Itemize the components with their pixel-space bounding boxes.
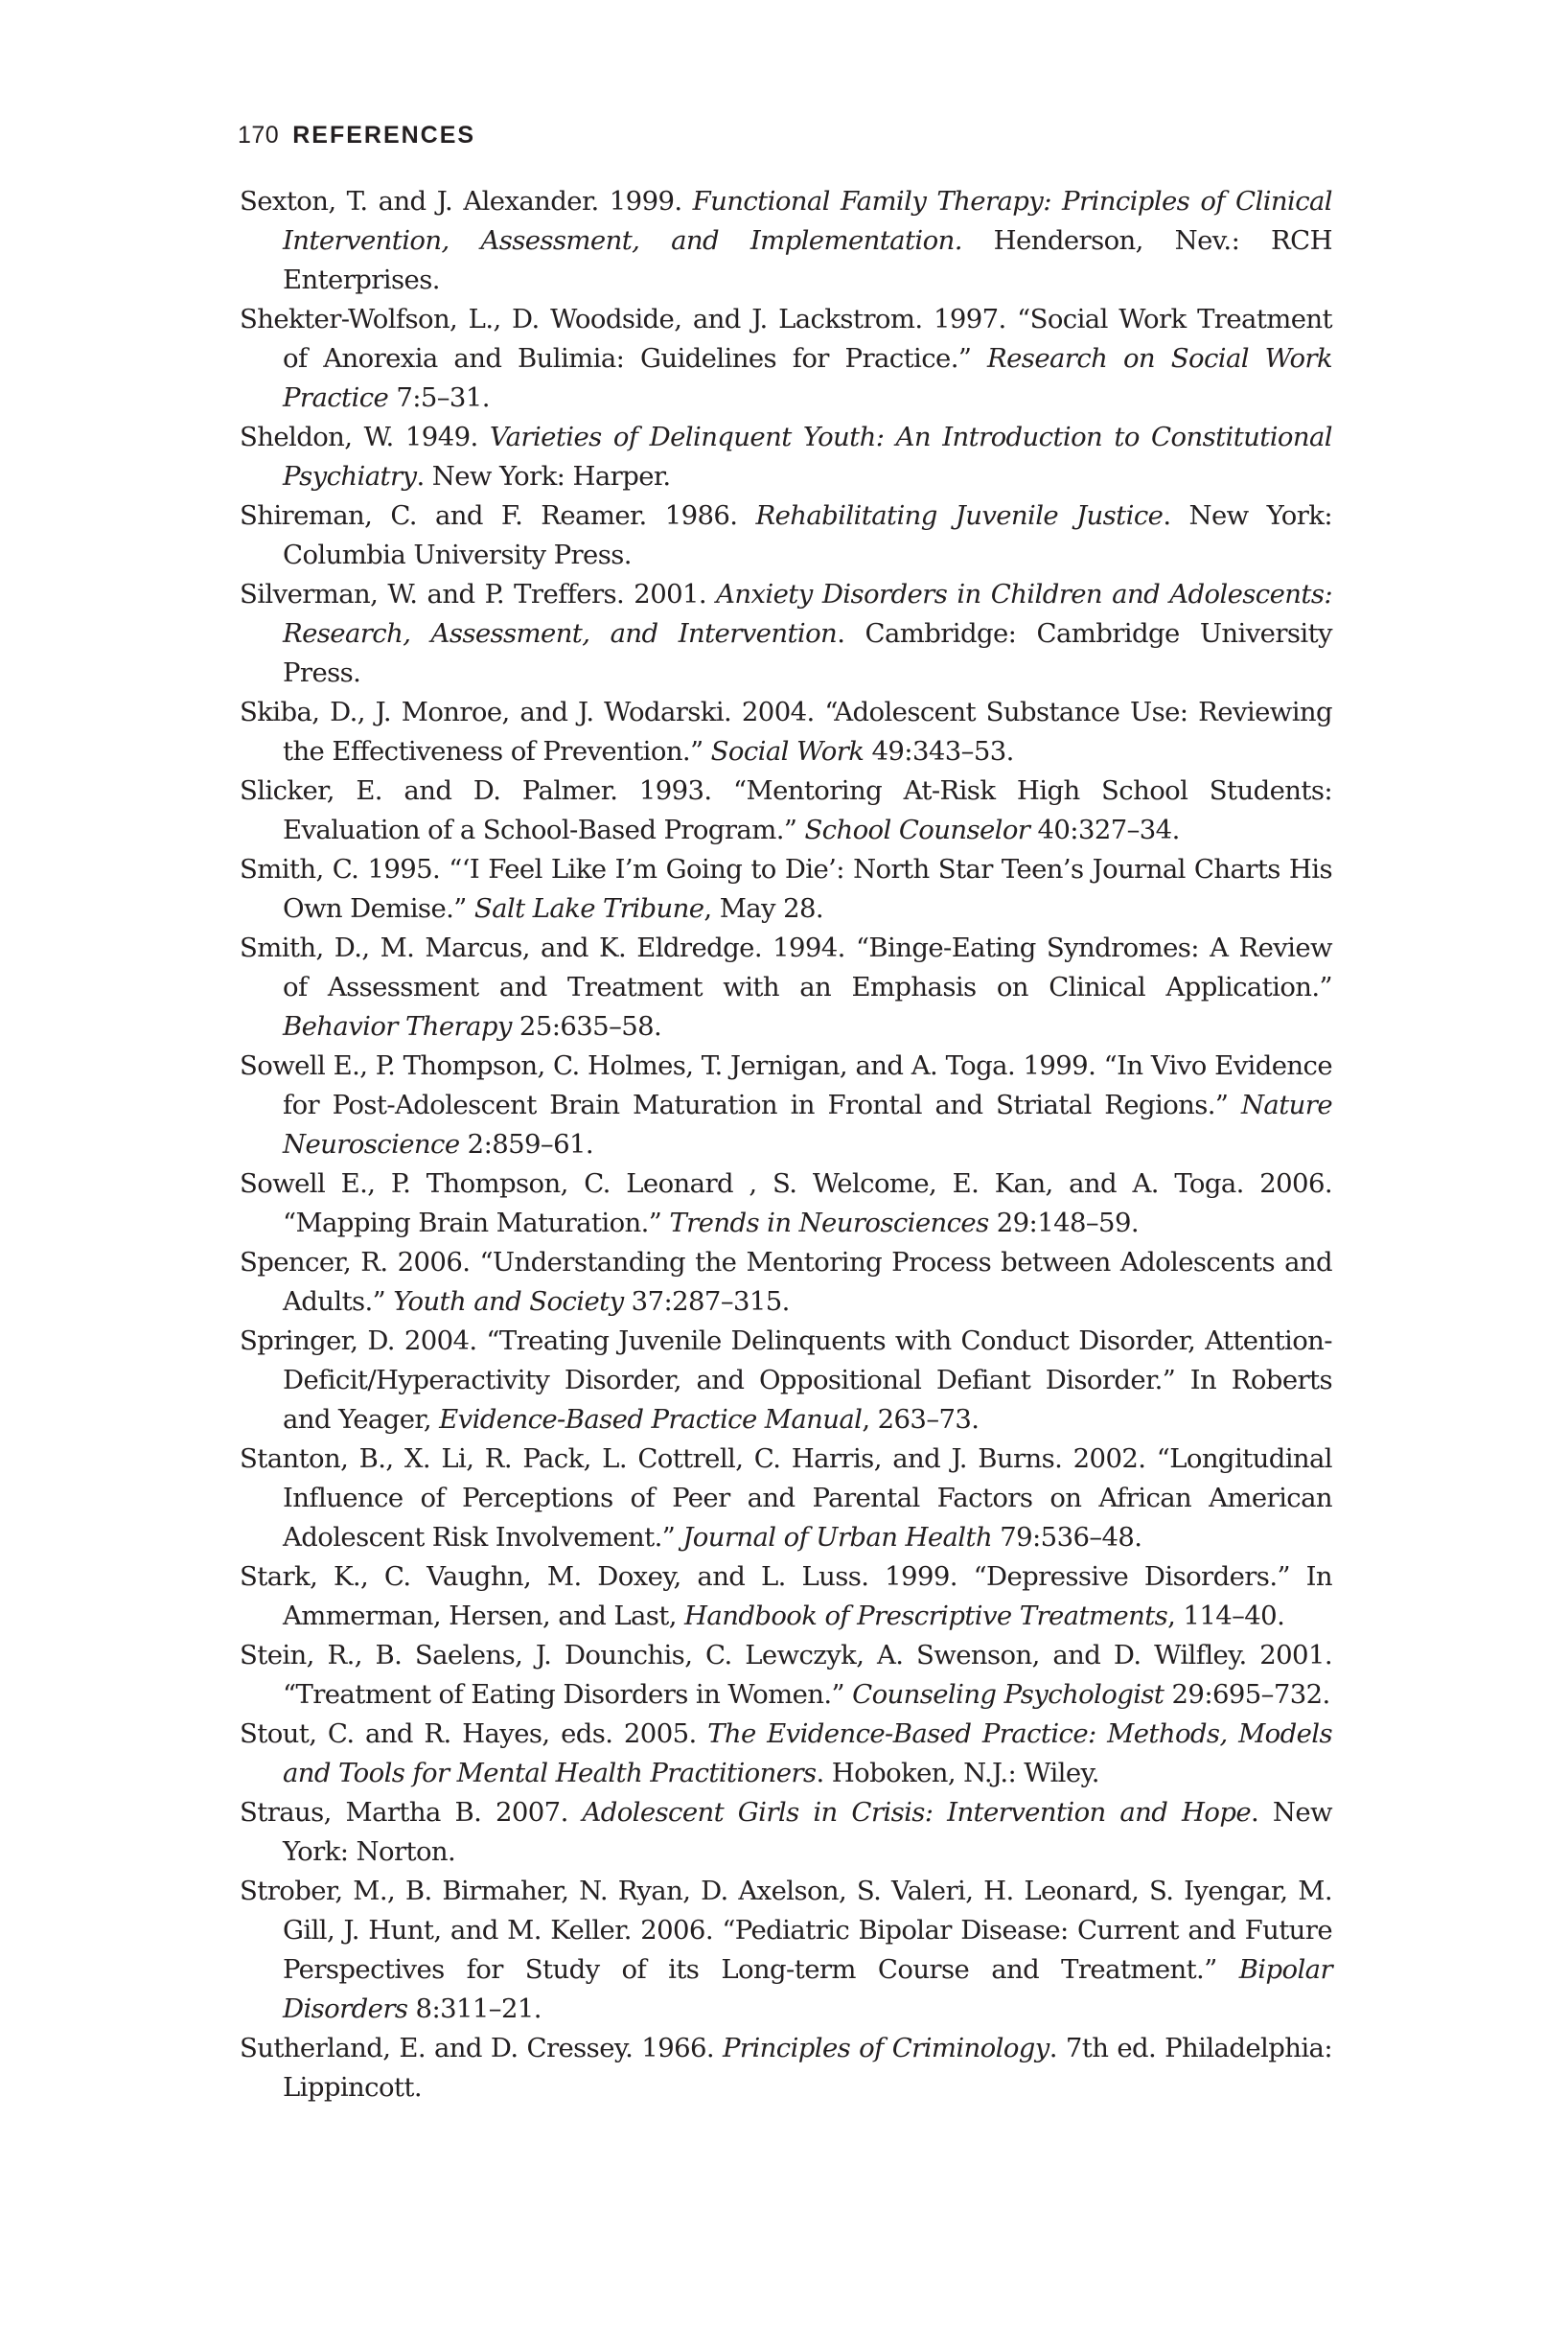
reference-text: 29:695–732. xyxy=(1164,1679,1330,1710)
reference-text: Slicker, E. and D. Palmer. 1993. “Mentoring At-Risk High School Students: Evaluation of a School-Based Program.” xyxy=(240,775,1332,845)
reference-title: Evidence-Based Practice Manual xyxy=(439,1404,863,1435)
reference-text: Stein, R., B. Saelens, J. Dounchis, C. Lewczyk, A. Swenson, and D. Wilfley. 2001. “Treatment of Eating Disorders in Women.” xyxy=(240,1640,1332,1710)
reference-text: . 7th ed. Philadelphia: Lippincott. xyxy=(283,2033,1332,2103)
reference-entry xyxy=(240,1636,1332,1715)
reference-title: School Counselor xyxy=(804,815,1030,845)
reference-entry xyxy=(240,1243,1332,1322)
reference-entry xyxy=(240,496,1332,575)
reference-title: Adolescent Girls in Crisis: Intervention and Hope xyxy=(582,1797,1252,1828)
reference-text: Springer, D. 2004. “Treating Juvenile Delinquents with Conduct Disorder, Attention-Deficit/Hyperactivity Disorder, and Oppositional Defiant Disorder.” In Roberts and Yeager, xyxy=(240,1325,1332,1435)
reference-text: Strober, M., B. Birmaher, N. Ryan, D. Axelson, S. Valeri, H. Leonard, S. Iyengar, M. Gill, J. Hunt, and M. Keller. 2006. “Pediatric Bipolar Disease: Current and Future Perspectives for Study of its Long-term Course and Treatment.” xyxy=(240,1876,1332,1985)
reference-text: , 114–40. xyxy=(1167,1601,1285,1631)
reference-title: Bipolar Disorders xyxy=(283,1954,1332,2024)
reference-text: Sheldon, W. 1949. xyxy=(240,422,490,452)
reference-text: Skiba, D., J. Monroe, and J. Wodarski. 2004. “Adolescent Substance Use: Reviewing the Effectiveness of Prevention.” xyxy=(240,697,1332,767)
reference-entry xyxy=(240,772,1332,850)
reference-title: Journal of Urban Health xyxy=(682,1522,993,1553)
reference-title: Handbook of Prescriptive Treatments xyxy=(684,1601,1168,1631)
reference-entry xyxy=(240,1793,1332,1872)
reference-entry xyxy=(240,182,1332,300)
reference-title: Behavior Therapy xyxy=(283,1011,512,1042)
reference-entry xyxy=(240,575,1332,693)
reference-entry xyxy=(240,300,1332,418)
reference-title: Nature Neuroscience xyxy=(283,1090,1332,1160)
reference-text: 49:343–53. xyxy=(864,736,1014,767)
reference-text: 79:536–48. xyxy=(992,1522,1142,1553)
reference-entry xyxy=(240,1322,1332,1440)
reference-title: Research on Social Work Practice xyxy=(283,343,1333,413)
reference-entry xyxy=(240,850,1332,929)
reference-text: 7:5–31. xyxy=(388,382,490,413)
reference-text: . New York: Harper. xyxy=(416,461,671,492)
reference-title: Principles of Criminology xyxy=(723,2033,1049,2063)
reference-text: Shekter-Wolfson, L., D. Woodside, and J. Lackstrom. 1997. “Social Work Treatment of Anorexia and Bulimia: Guidelines for Practice.” xyxy=(240,304,1332,374)
reference-text: . New York: Columbia University Press. xyxy=(283,500,1332,570)
reference-text: Silverman, W. and P. Treffers. 2001. xyxy=(240,579,717,610)
reference-entry xyxy=(240,1047,1332,1164)
reference-entry xyxy=(240,1557,1332,1636)
reference-text: 37:287–315. xyxy=(623,1286,790,1317)
reference-entry xyxy=(240,1872,1332,2029)
reference-text: 40:327–34. xyxy=(1029,815,1180,845)
reference-title: Functional Family Therapy: Principles of Clinical Intervention, Assessment, and Implementation. xyxy=(283,186,1332,256)
reference-text: . Cambridge: Cambridge University Press. xyxy=(283,618,1332,688)
reference-text: Sexton, T. and J. Alexander. 1999. xyxy=(240,186,693,217)
reference-entry xyxy=(240,418,1332,496)
reference-text: Stark, K., C. Vaughn, M. Doxey, and L. Luss. 1999. “Depressive Disorders.” In Ammerman, Hersen, and Last, xyxy=(240,1561,1332,1631)
page-number: 170 xyxy=(238,122,280,149)
reference-text: 29:148–59. xyxy=(988,1208,1139,1238)
reference-title: Counseling Psychologist xyxy=(852,1679,1164,1710)
reference-text: , May 28. xyxy=(703,893,824,924)
reference-entry xyxy=(240,1715,1332,1793)
reference-list xyxy=(240,182,1332,2108)
reference-text: Shireman, C. and F. Reamer. 1986. xyxy=(240,500,756,531)
reference-text: Smith, C. 1995. “‘I Feel Like I’m Going to Die’: North Star Teen’s Journal Charts His Own Demise.” xyxy=(240,854,1332,924)
reference-entry xyxy=(240,693,1332,772)
reference-text: 2:859–61. xyxy=(459,1129,594,1160)
reference-text: Henderson, Nev.: RCH Enterprises. xyxy=(283,225,1332,295)
reference-text: Stanton, B., X. Li, R. Pack, L. Cottrell, C. Harris, and J. Burns. 2002. “Longitudinal Influence of Perceptions of Peer and Parental Factors on African American Adolescent Risk Involvement.” xyxy=(240,1443,1332,1553)
reference-text: Spencer, R. 2006. “Understanding the Mentoring Process between Adolescents and Adults.” xyxy=(240,1247,1332,1317)
reference-text: Smith, D., M. Marcus, and K. Eldredge. 1994. “Binge-Eating Syndromes: A Review of Assessment and Treatment with an Emphasis on Clinical Application.” xyxy=(240,933,1332,1002)
reference-entry xyxy=(240,1164,1332,1243)
running-head: REFERENCES xyxy=(292,122,476,149)
reference-text: Stout, C. and R. Hayes, eds. 2005. xyxy=(240,1718,708,1749)
reference-text: , 263–73. xyxy=(862,1404,980,1435)
reference-title: Trends in Neurosciences xyxy=(669,1208,989,1238)
reference-title: Anxiety Disorders in Children and Adolescents: Research, Assessment, and Intervention xyxy=(283,579,1333,649)
page-header xyxy=(238,119,475,151)
reference-entry xyxy=(240,2029,1332,2108)
reference-title: Rehabilitating Juvenile Justice xyxy=(755,500,1164,531)
reference-text: 8:311–21. xyxy=(407,1993,542,2024)
reference-text: Sutherland, E. and D. Cressey. 1966. xyxy=(240,2033,724,2063)
reference-title: Salt Lake Tribune xyxy=(473,893,704,924)
reference-text: . Hoboken, N.J.: Wiley. xyxy=(816,1758,1099,1788)
reference-title: The Evidence-Based Practice: Methods, Models and Tools for Mental Health Practitioners xyxy=(283,1718,1332,1788)
reference-title: Youth and Society xyxy=(393,1286,624,1317)
reference-text: Sowell E., P. Thompson, C. Holmes, T. Jernigan, and A. Toga. 1999. “In Vivo Evidence for Post-Adolescent Brain Maturation in Frontal and Striatal Regions.” xyxy=(240,1050,1332,1120)
reference-title: Social Work xyxy=(710,736,865,767)
reference-text: 25:635–58. xyxy=(511,1011,662,1042)
reference-text: . New York: Norton. xyxy=(283,1797,1332,1867)
reference-text: Sowell E., P. Thompson, C. Leonard , S. Welcome, E. Kan, and A. Toga. 2006. “Mapping Brain Maturation.” xyxy=(240,1168,1332,1238)
reference-text: Straus, Martha B. 2007. xyxy=(240,1797,583,1828)
reference-entry xyxy=(240,1440,1332,1557)
reference-title: Varieties of Delinquent Youth: An Introduction to Constitutional Psychiatry xyxy=(283,422,1332,492)
reference-entry xyxy=(240,929,1332,1047)
